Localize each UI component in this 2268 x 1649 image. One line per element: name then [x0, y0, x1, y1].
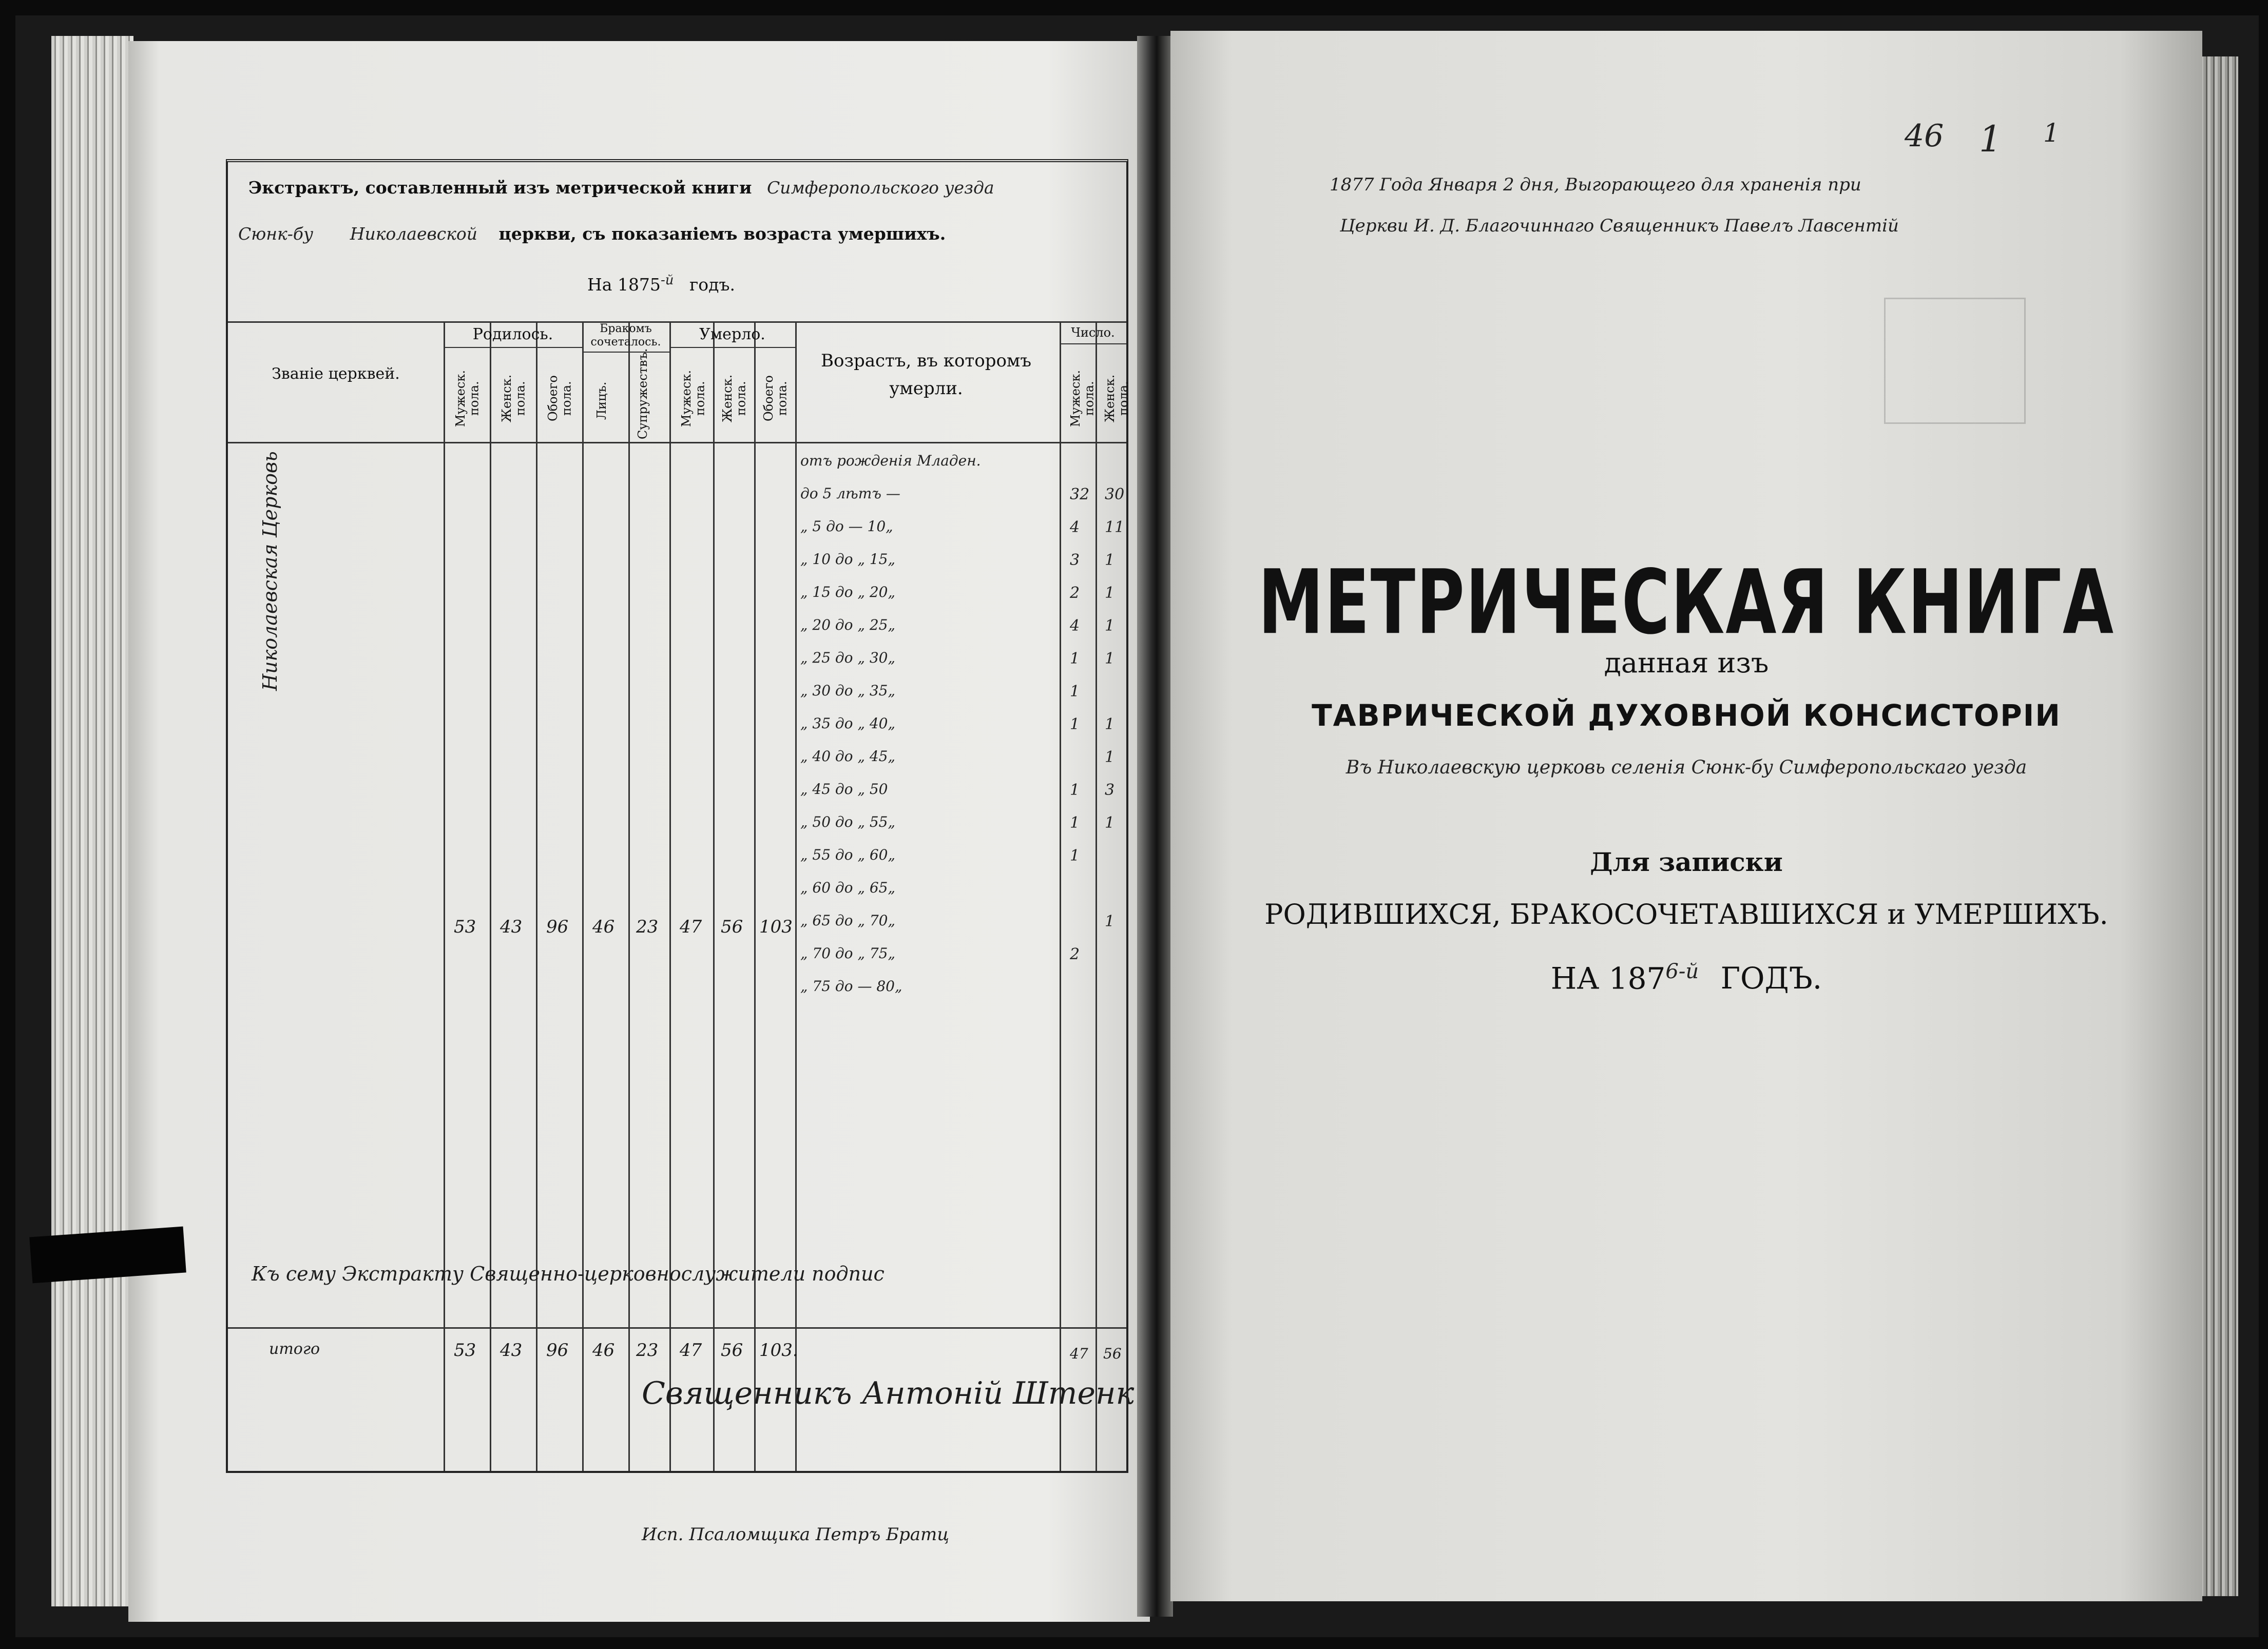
left-page	[128, 41, 1150, 1622]
age-row: „ 5 до — 10„	[800, 518, 893, 535]
signature-psalmist: Исп. Псаломщика Петръ Братц	[642, 1524, 950, 1545]
itogo-died-f: 56	[721, 1340, 743, 1361]
church-name: Николаевская Церковь	[259, 451, 281, 691]
book-title: МЕТРИЧЕСКАЯ КНИГА	[1258, 551, 2115, 655]
age-row: „ 55 до „ 60„	[800, 846, 895, 863]
record-categories: РОДИВШИХСЯ, БРАКОСОЧЕТАВШИХСЯ и УМЕРШИХЪ.	[1264, 898, 2108, 930]
header-married-persons: Лицъ.	[594, 381, 609, 420]
age-row: „ 75 до — 80„	[800, 978, 902, 995]
itogo-married-couples: 23	[636, 1340, 659, 1361]
consistory-name: ТАВРИЧЕСКОЙ ДУХОВНОЙ КОНСИСТОРІИ	[1312, 698, 2061, 733]
count-m: 32	[1070, 486, 1090, 503]
count-f: 1	[1105, 715, 1115, 733]
page-number-1: 1	[1979, 118, 2002, 160]
given-from: данная изъ	[1604, 647, 1769, 679]
value-born-f: 43	[500, 917, 523, 937]
itogo-number-f: 56	[1103, 1345, 1122, 1362]
header-born-all: Обоего пола.	[546, 375, 574, 421]
handwritten-note-2: Церкви И. Д. Благочиннаго Священникъ Павелъ Лавсентій	[1340, 216, 1899, 236]
signature-priest: Священникъ Антоній Штенк	[642, 1375, 1135, 1411]
page-number-1b: 1	[2043, 118, 2060, 148]
header-age: Возрастъ, въ которомъ умерли.	[820, 351, 1032, 399]
for-records: Для записки	[1590, 847, 1783, 877]
itogo-died-m: 47	[680, 1340, 702, 1361]
header-died-all: Обоего пола.	[761, 375, 790, 421]
itogo-born-all: 96	[546, 1340, 569, 1361]
count-f: 1	[1105, 617, 1115, 635]
handwritten-note-1: 1877 Года Января 2 дня, Выгорающего для храненія при	[1330, 174, 1861, 195]
itogo-label: итого	[269, 1340, 320, 1358]
footer-note: Къ сему Экстракту Священно-церковнослужители подпис	[252, 1263, 885, 1285]
bleed-through-text	[1237, 159, 1273, 201]
book-gutter	[1137, 36, 1173, 1617]
count-m: 1	[1070, 715, 1080, 733]
age-row: „ 45 до „ 50	[800, 781, 888, 798]
header-born-m: Мужеск. пола.	[453, 370, 482, 427]
value-married-couples: 23	[636, 917, 659, 937]
header-died-f: Женск. пола.	[720, 374, 748, 422]
itogo-number-m: 47	[1070, 1345, 1088, 1362]
left-page-edges	[51, 36, 133, 1606]
age-row: „ 50 до „ 55„	[800, 813, 895, 830]
itogo-died-all: 103.	[759, 1340, 798, 1361]
header-church: Званіе церквей.	[272, 365, 400, 383]
value-died-all: 103	[759, 917, 793, 937]
page-number-46: 46	[1905, 118, 1944, 154]
itogo-born-f: 43	[500, 1340, 523, 1361]
itogo-married-persons: 46	[592, 1340, 615, 1361]
count-m: 1	[1070, 683, 1080, 701]
age-row: „ 60 до „ 65„	[800, 879, 895, 896]
header-number-m: Мужеск. пола.	[1068, 370, 1097, 427]
count-m: 1	[1070, 650, 1080, 668]
handwritten-recipient: Въ Николаевскую церковь селенія Сюнк-бу Симферопольскаго уезда	[1346, 757, 2027, 778]
age-row: до 5 лѣтъ —	[800, 485, 900, 502]
header-number-f: Женск. пола.	[1103, 374, 1131, 422]
value-born-all: 96	[546, 917, 569, 937]
age-row: „ 30 до „ 35„	[800, 682, 895, 699]
count-m: 4	[1070, 617, 1080, 635]
count-f: 1	[1105, 650, 1115, 668]
value-born-m: 53	[454, 917, 476, 937]
extract-header	[228, 162, 1126, 323]
age-row: „ 10 до „ 15„	[800, 551, 895, 568]
header-number: Число.	[1060, 325, 1126, 344]
count-f: 11	[1105, 518, 1125, 536]
header-born: Родилось.	[444, 325, 582, 348]
age-row: „ 65 до „ 70„	[800, 912, 895, 929]
count-f: 1	[1105, 814, 1115, 832]
count-m: 2	[1070, 584, 1080, 602]
header-line-2: Сюнк-бу Николаевской церкви, съ показаніемъ возраста умершихъ.	[238, 224, 946, 244]
right-page	[1170, 31, 2202, 1601]
count-m: 4	[1070, 518, 1080, 536]
age-row: „ 35 до „ 40„	[800, 715, 895, 732]
count-m: 3	[1070, 551, 1080, 569]
header-married-couples: Супружествъ.	[636, 348, 650, 439]
header-died-m: Мужеск. пола.	[679, 370, 707, 427]
count-f: 1	[1105, 551, 1115, 569]
count-f: 1	[1105, 584, 1115, 602]
count-m: 2	[1070, 945, 1080, 963]
bleed-through-box	[1884, 298, 2026, 424]
count-f: 1	[1105, 748, 1115, 766]
value-died-m: 47	[680, 917, 702, 937]
table-body	[228, 321, 1131, 1471]
count-m: 1	[1070, 781, 1080, 799]
age-row: „ 40 до „ 45„	[800, 748, 895, 765]
age-row: „ 25 до „ 30„	[800, 649, 895, 666]
count-m: 1	[1070, 814, 1080, 832]
count-m: 1	[1070, 847, 1080, 865]
header-married: Бракомъ сочеталось.	[582, 322, 669, 353]
header-born-f: Женск. пола.	[499, 374, 528, 422]
header-died: Умерло.	[669, 325, 795, 348]
value-married-persons: 46	[592, 917, 615, 937]
count-f: 30	[1105, 486, 1125, 503]
header-line-3: На $1875^{-й}$ годъ.	[587, 273, 735, 295]
value-died-f: 56	[721, 917, 743, 937]
age-row: отъ рожденія Младен.	[800, 452, 981, 469]
age-row: „ 15 до „ 20„	[800, 584, 895, 600]
itogo-divider	[228, 1327, 1126, 1329]
header-line-1: Экстрактъ, составленный изъ метрической книги Симферопольского уезда	[248, 178, 994, 198]
count-f: 3	[1105, 781, 1115, 799]
book-year: НА $187^{6-й}$ ГОДЪ.	[1550, 960, 1822, 996]
count-f: 1	[1105, 913, 1115, 930]
age-row: „ 70 до „ 75„	[800, 945, 895, 962]
itogo-born-m: 53	[454, 1340, 476, 1361]
age-row: „ 20 до „ 25„	[800, 616, 895, 633]
